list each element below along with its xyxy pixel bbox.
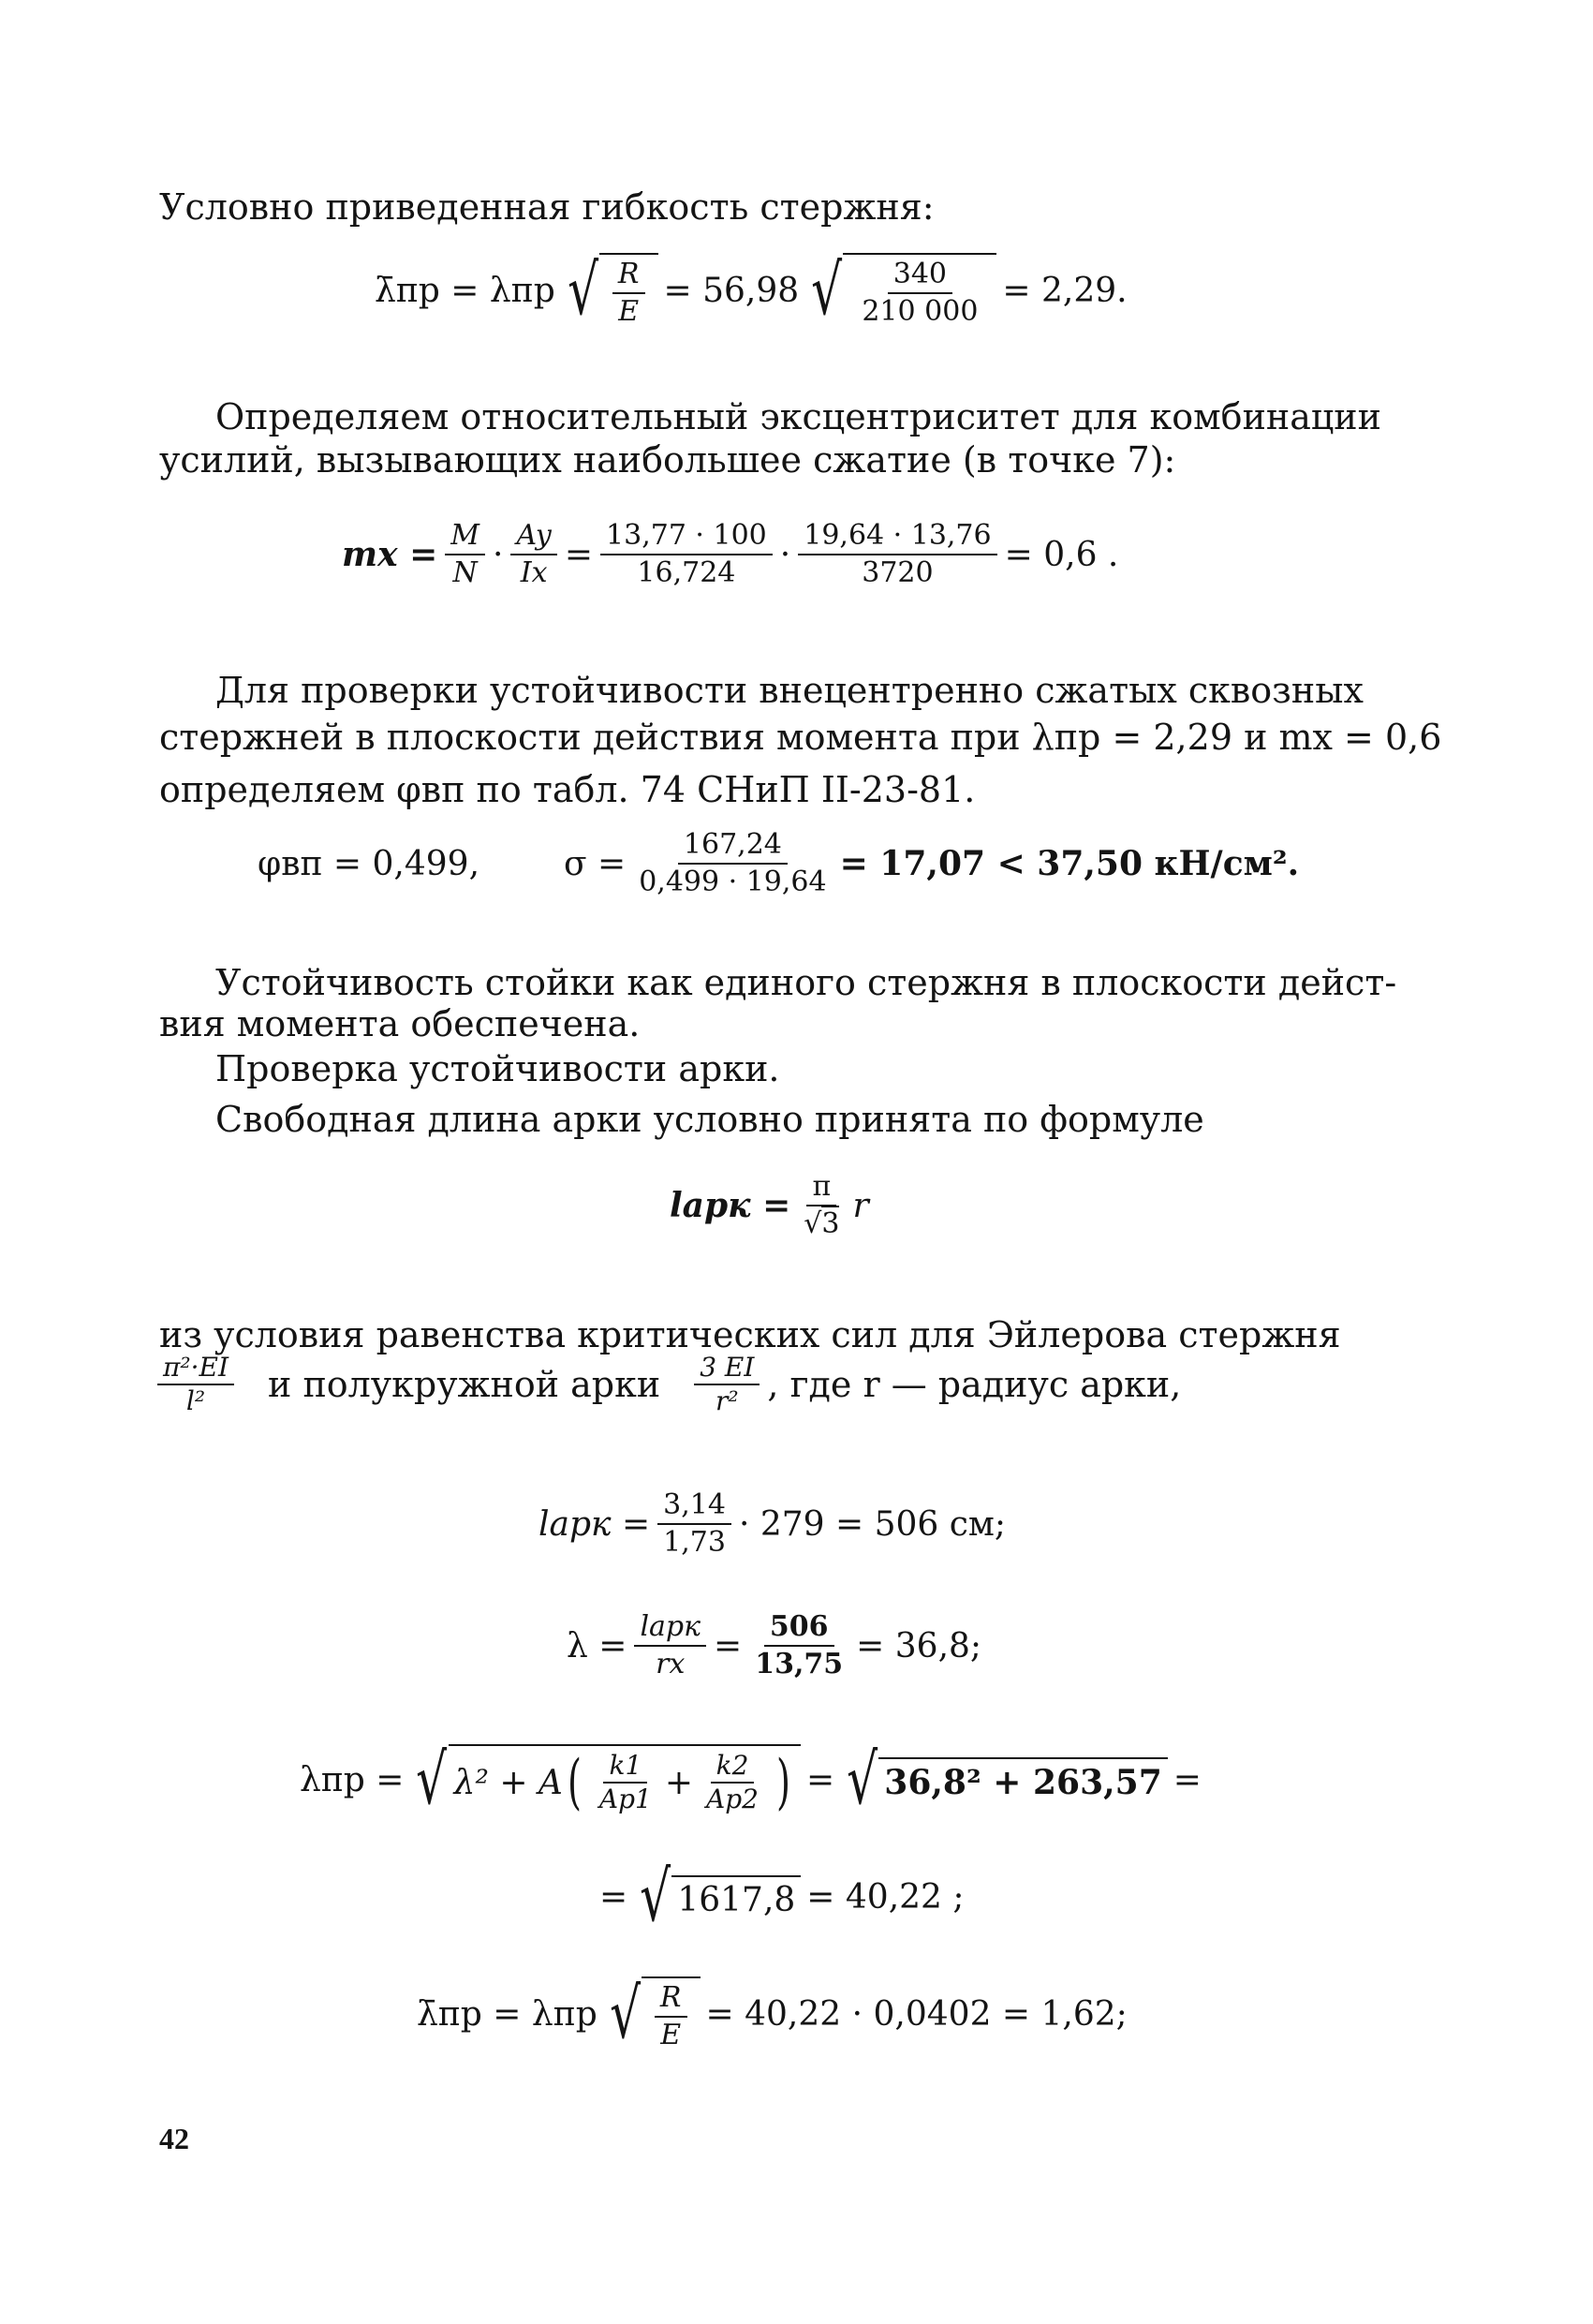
paragraph-free-length: Свободная длина арки условно принята по формуле — [215, 1099, 1204, 1140]
eq1-sqrt-1 — [561, 250, 658, 331]
equation-reduced-flexibility — [375, 250, 1128, 331]
arch-frac-num: 3 EI — [694, 1354, 760, 1385]
paragraph-eccentricity-line1: Определяем относительный эксцентриситет для комбинации — [215, 396, 1381, 437]
eq1-result: = 2,29. — [1002, 271, 1128, 310]
text-radius-definition: , где r — радиус арки, — [767, 1364, 1182, 1405]
equation-arch-length-value — [538, 1489, 1006, 1559]
line-critical-forces — [150, 1354, 1181, 1415]
sqrt-sign: √ — [640, 1857, 671, 1937]
eq2-frac1-num: M — [445, 520, 485, 555]
eq2-frac4-den: 3720 — [862, 556, 934, 589]
eq2-frac2-den: Ix — [520, 556, 548, 589]
paragraph-arch-check: Проверка устойчивости арки. — [215, 1048, 780, 1089]
paragraph-eccentricity-line2: усилий, вызывающих наибольшее сжатие (в точке 7): — [159, 439, 1176, 481]
eq4-tail: r — [852, 1186, 869, 1225]
eq5-lhs: lарк = — [538, 1504, 651, 1544]
eq1-frac2-den: 210 000 — [862, 295, 979, 328]
paragraph-column-stable-line2: вия момента обеспечена. — [159, 1003, 641, 1044]
paragraph-stability-line2: стержней в плоскости действия момента при λпр = 2,29 и mx = 0,6 — [159, 717, 1442, 758]
eq6-frac1-num: lарк — [634, 1611, 706, 1647]
eq1-frac1-den: E — [618, 295, 640, 328]
eq2-frac3-den: 16,724 — [637, 556, 736, 589]
eq9-frac-num: R — [655, 1982, 687, 2018]
eq2-result: = 0,6 . — [1004, 535, 1119, 574]
eq3-sigma: σ = — [564, 844, 627, 883]
eq1-lhs: λ̄пр = λпр — [375, 271, 555, 310]
text-semicircular-arch: и полукружной арки — [268, 1364, 661, 1405]
eq1-mid: = 56,98 — [663, 271, 800, 310]
eq5-result: · 279 = 506 см; — [738, 1504, 1007, 1544]
eq6-frac2-num: 506 — [764, 1611, 834, 1647]
eq4-lhs: lарк = — [670, 1186, 791, 1225]
eq7-result: = — [1173, 1760, 1202, 1799]
eq7-lhs: λпр = — [300, 1760, 405, 1799]
eq3-frac-num: 167,24 — [678, 829, 788, 865]
sqrt-sign: √ — [416, 1739, 448, 1820]
equation-reduced-slenderness-result — [599, 1857, 965, 1937]
eq2-frac4-num: 19,64 · 13,76 — [798, 520, 996, 555]
eq9-lhs: λ̄пр = λпр — [417, 1994, 597, 2034]
eq2-lhs: mx = — [342, 535, 438, 574]
sqrt-sign: √ — [847, 1739, 878, 1820]
sqrt-sign: √ — [811, 250, 843, 331]
eq4-frac-den: √3 — [804, 1207, 840, 1240]
eq2-frac3-num: 13,77 · 100 — [600, 520, 773, 555]
eq7-mid: = — [805, 1760, 835, 1799]
sqrt-sign: √ — [609, 1974, 641, 2054]
sqrt-sign: √ — [567, 250, 598, 331]
eq7-k1-den: Ap1 — [598, 1784, 652, 1814]
paragraph-column-stable-line1: Устойчивость стойки как единого стержня в плоскости дейст- — [215, 962, 1397, 1003]
euler-frac-den: l² — [185, 1385, 206, 1416]
eq6-frac1-den: rx — [656, 1648, 686, 1680]
eq1-sqrt-2 — [804, 250, 996, 331]
equation-arch-length-formula — [670, 1171, 869, 1240]
equation-stress — [258, 829, 1299, 898]
eq2-frac1-den: N — [452, 556, 478, 589]
eq3-phi: φвп = 0,499, — [258, 844, 480, 883]
eq2-frac2-num: Ay — [510, 520, 556, 555]
eq7-k2-den: Ap2 — [706, 1784, 759, 1814]
paragraph-euler-condition: из условия равенства критических сил для Эйлерова стержня — [159, 1314, 1341, 1355]
eq1-frac1-num: R — [612, 259, 645, 294]
eq3-result: = 17,07 < 37,50 кН/см². — [839, 844, 1300, 883]
eq6-lhs: λ = — [567, 1626, 627, 1665]
arch-frac-den: r² — [715, 1385, 739, 1416]
page-number: 42 — [159, 2122, 189, 2155]
paragraph-stability-line3: определяем φвп по табл. 74 СНиП II-23-81. — [159, 769, 976, 810]
eq3-frac-den: 0,499 · 19,64 — [639, 866, 827, 898]
equation-reduced-slenderness: λпр = √ λ² + A ( $\frac{k1}{Ap1}$ + $\frac{k2}{Ap2}$ ) = √ 36,8² + 263,57 = — [300, 1739, 1202, 1820]
eq8-result: = 40,22 ; — [806, 1877, 965, 1917]
eq8-pre: = — [599, 1877, 628, 1917]
eq4-frac-num: π — [806, 1171, 836, 1206]
eq7-k1-num: k1 — [603, 1752, 647, 1784]
eq7-k2-num: k2 — [711, 1752, 755, 1784]
equation-conditional-slenderness — [417, 1974, 1128, 2054]
eq6-frac2-den: 13,75 — [755, 1648, 844, 1680]
eq7-inner-2: 36,8² + 263,57 — [878, 1757, 1167, 1802]
paragraph-stability-line1: Для проверки устойчивости внецентренно сжатых сквозных — [215, 670, 1364, 711]
equation-slenderness: λ = $\frac{\text{lарк}}{rx}$ = $\frac{506}{13,75}$ = 36,8; — [567, 1610, 982, 1680]
eq5-frac-den: 1,73 — [663, 1526, 726, 1559]
eq9-result: = 40,22 · 0,0402 = 1,62; — [705, 1994, 1128, 2034]
eq8-inner: 1617,8 — [671, 1875, 801, 1919]
eq7-inner-1: λ² + A — [453, 1763, 563, 1802]
equation-eccentricity: mx = $\frac{M}{N}$ · $\frac{Ay}{Ix}$ = $\frac{13,77 \cdot 100}{16,724}$ · $\frac{19,64 \cdot 13,76}{3720}$ = 0,6 . — [342, 519, 1119, 589]
eq1-frac2-num: 340 — [888, 259, 952, 294]
eq5-frac-num: 3,14 — [657, 1489, 731, 1525]
eq6-result: = 36,8; — [856, 1626, 982, 1665]
euler-frac-num: π²·EI — [157, 1354, 234, 1385]
eq9-frac-den: E — [660, 2019, 682, 2051]
paragraph-reduced-flexibility: Условно приведенная гибкость стержня: — [159, 186, 935, 228]
